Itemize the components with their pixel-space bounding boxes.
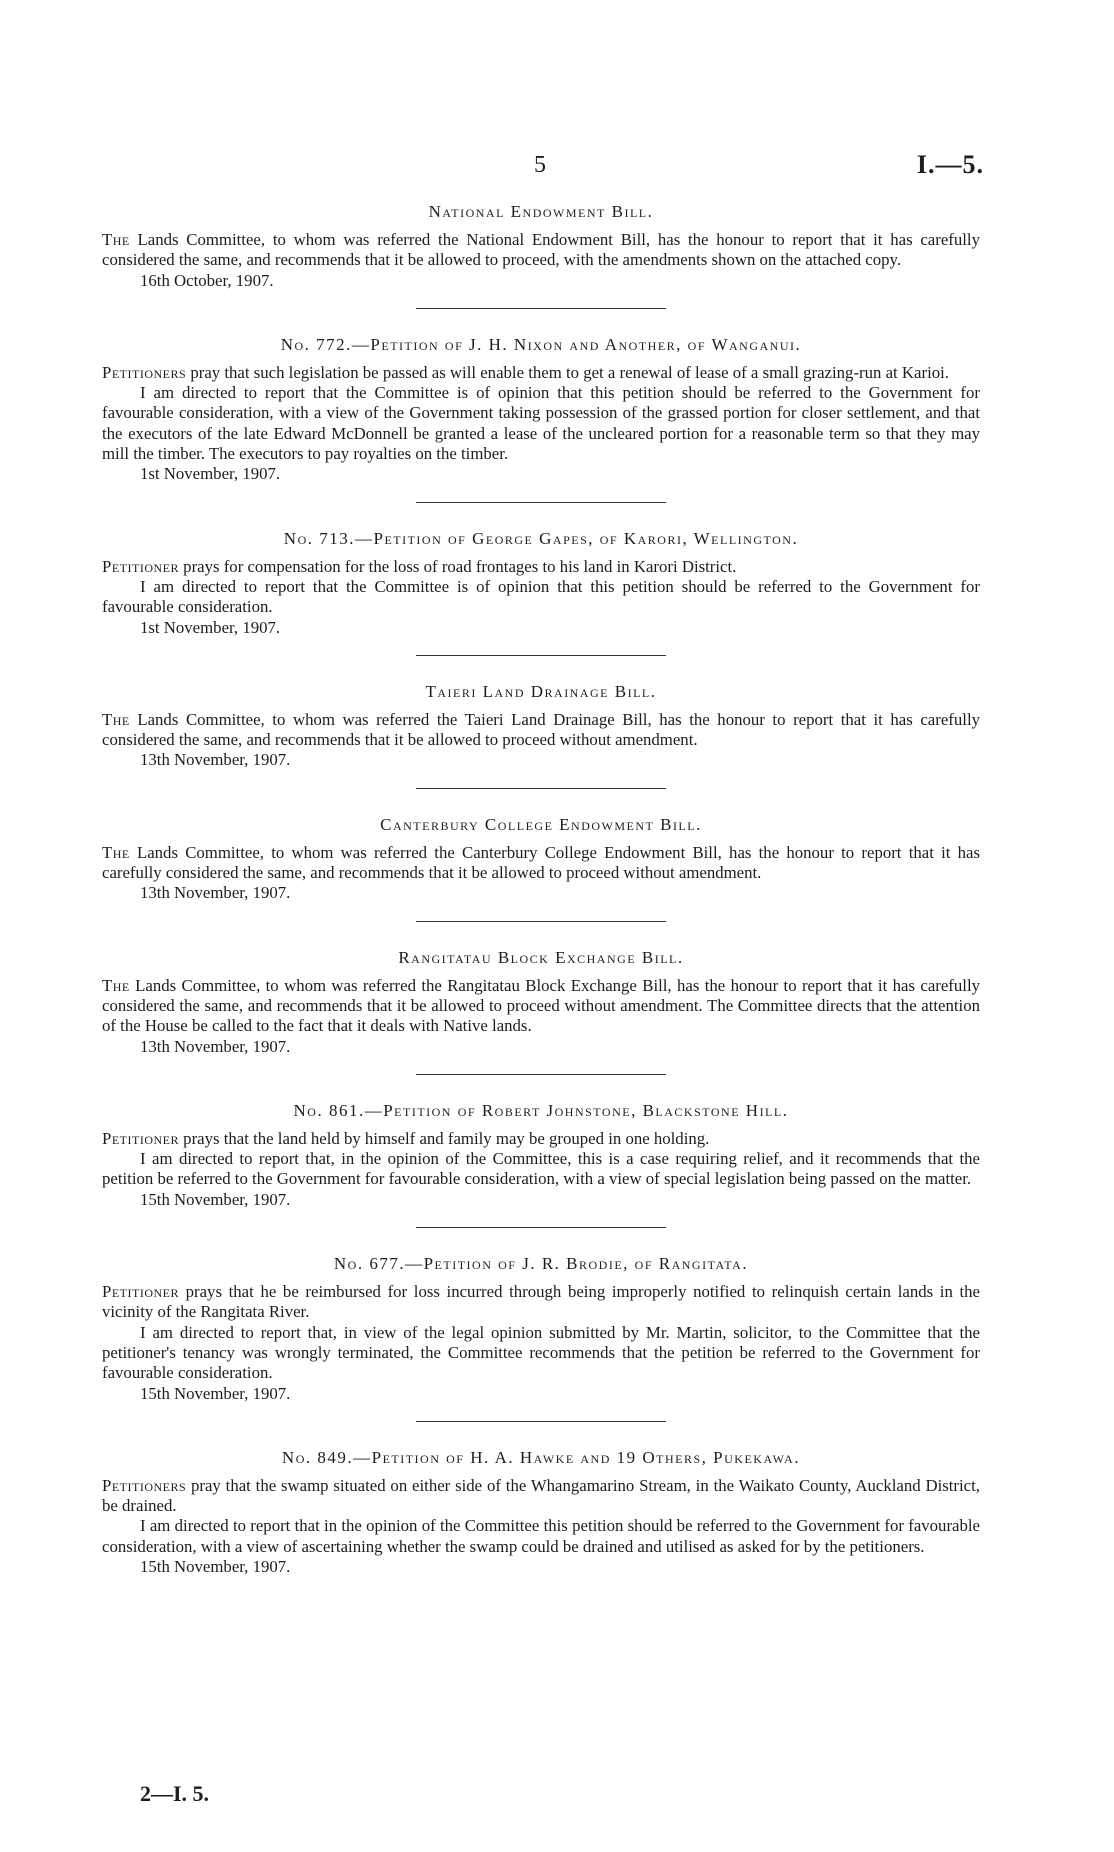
paragraph [102, 1516, 980, 1557]
paragraph-text: I am directed to report that the Committee is of opinion that this petition should be referred to the Government for favourable consideration. [102, 576, 980, 617]
report-date: 16th October, 1907. [140, 270, 274, 290]
section-divider [416, 921, 666, 922]
lead-word: The [102, 975, 130, 995]
paragraph [102, 363, 980, 383]
report-section [102, 813, 980, 922]
report-sections [102, 200, 980, 1577]
paragraph [102, 557, 980, 577]
lead-word: Petitioner [102, 1128, 179, 1148]
paragraph-text: prays that he be reimbursed for loss incurred through being improperly notified to relinquish certain lands in the vicinity of the Rangitata River. [102, 1282, 980, 1322]
sheet-signature: 2—I. 5. [140, 1781, 210, 1806]
paragraph-text: pray that such legislation be passed as will enable them to get a renewal of lease of a small grazing-run at Karioi. [186, 362, 949, 382]
lead-word: Petitioners [102, 362, 187, 382]
report-date: 15th November, 1907. [140, 1556, 291, 1576]
paper-reference: I.—5. [916, 150, 984, 179]
report-date: 15th November, 1907. [140, 1189, 291, 1209]
section-title: No. 713.—Petition of George Gapes, of Karori, Wellington. [283, 528, 799, 548]
paragraph-text: Lands Committee, to whom was referred the Canterbury College Endowment Bill, has the honour to report that it has carefully considered the same, and recommends that it be allowed to proceed without amendment. [102, 842, 980, 883]
section-title: No. 849.—Petition of H. A. Hawke and 19 Others, Pukekawa. [281, 1447, 801, 1467]
paragraph-text: I am directed to report that, in the opinion of the Committee, this is a case requiring relief, and it recommends that the petition be referred to the Government for favourable consideration, with a view of special legislation being passed on the matter. [102, 1149, 980, 1189]
paragraph [102, 1323, 980, 1384]
report-date: 13th November, 1907. [140, 1036, 291, 1056]
paragraph [102, 230, 980, 271]
section-title: No. 772.—Petition of J. H. Nixon and Another, of Wanganui. [280, 334, 802, 354]
paragraph [102, 577, 980, 618]
paragraph [102, 843, 980, 884]
section-divider [416, 655, 666, 656]
report-date: 1st November, 1907. [140, 464, 281, 484]
paragraph [102, 1282, 980, 1323]
section-divider [416, 502, 666, 503]
report-date: 13th November, 1907. [140, 883, 291, 903]
section-divider [416, 1421, 666, 1422]
paragraph-text: I am directed to report that in the opinion of the Committee this petition should be referred to the Government for favourable consideration, with a view of ascertaining whether the swamp could be drained and utilised as asked for by the petitioners. [102, 1516, 980, 1556]
paragraph [102, 383, 980, 464]
lead-word: The [102, 230, 130, 249]
section-divider [416, 788, 666, 789]
paragraph-text: pray that the swamp situated on either side of the Whangamarino Stream, in the Waikato County, Auckland District, be drained. [102, 1475, 980, 1516]
report-section [102, 200, 980, 309]
section-title: Canterbury College Endowment Bill. [380, 814, 702, 834]
paragraph [102, 710, 980, 751]
section-divider [416, 308, 666, 309]
paragraph-text: Lands Committee, to whom was referred the National Endowment Bill, has the honour to report that it has carefully considered the same, and recommends that it be allowed to proceed, with the amendments shown on the attached copy. [102, 230, 980, 270]
report-section [102, 1099, 980, 1228]
paragraph [102, 1476, 980, 1517]
section-divider [416, 1227, 666, 1228]
section-title: Taieri Land Drainage Bill. [425, 681, 657, 701]
lead-word: The [102, 842, 130, 862]
section-title: No. 861.—Petition of Robert Johnstone, Blackstone Hill. [293, 1100, 789, 1120]
section-title: National Endowment Bill. [428, 202, 654, 221]
report-section [102, 333, 980, 503]
report-section [102, 946, 980, 1075]
report-section [102, 1252, 980, 1422]
report-section [102, 680, 980, 789]
paragraph-text: I am directed to report that, in view of the legal opinion submitted by Mr. Martin, solicitor, to the Committee that the petitioner's tenancy was wrongly terminated, the Committee recommends that the petition be referred to the Government for favourable consideration. [102, 1322, 980, 1383]
report-section [102, 527, 980, 656]
report-date: 13th November, 1907. [140, 750, 291, 770]
paragraph [102, 1129, 980, 1149]
section-title: Rangitatau Block Exchange Bill. [398, 947, 684, 967]
paragraph-text: Lands Committee, to whom was referred the Taieri Land Drainage Bill, has the honour to report that it has carefully considered the same, and recommends that it be allowed to proceed without amendment. [102, 709, 980, 750]
paragraph-text: prays for compensation for the loss of road frontages to his land in Karori District. [178, 556, 737, 576]
report-section [102, 1446, 980, 1577]
page-number: 5 [534, 152, 546, 178]
lead-word: Petitioner [102, 1282, 179, 1302]
lead-word: Petitioners [102, 1475, 187, 1495]
section-title: No. 677.—Petition of J. R. Brodie, of Rangitata. [333, 1254, 749, 1274]
lead-word: Petitioner [102, 556, 179, 576]
section-divider [416, 1074, 666, 1075]
report-date: 1st November, 1907. [140, 617, 281, 637]
paragraph [102, 1149, 980, 1190]
lead-word: The [102, 709, 130, 729]
paragraph-text: I am directed to report that the Committee is of opinion that this petition should be referred to the Government for favourable consideration, with a view of the Government taking possession of the grassed portion for closer settlement, and that the executors of the late Edward McDonnell be granted a lease of the uncleared portion for a reasonable term so that they may mill the timber. The executors to pay royalties on the timber. [102, 383, 980, 464]
report-date: 15th November, 1907. [140, 1383, 291, 1403]
paragraph-text: Lands Committee, to whom was referred the Rangitatau Block Exchange Bill, has the honour to report that it has carefully considered the same, and recommends that it be allowed to proceed without amendment. The Committee directs that the attention of the House be called to the fact that it deals with Native lands. [102, 975, 980, 1036]
paragraph-text: prays that the land held by himself and family may be grouped in one holding. [178, 1128, 710, 1148]
paragraph [102, 976, 980, 1037]
